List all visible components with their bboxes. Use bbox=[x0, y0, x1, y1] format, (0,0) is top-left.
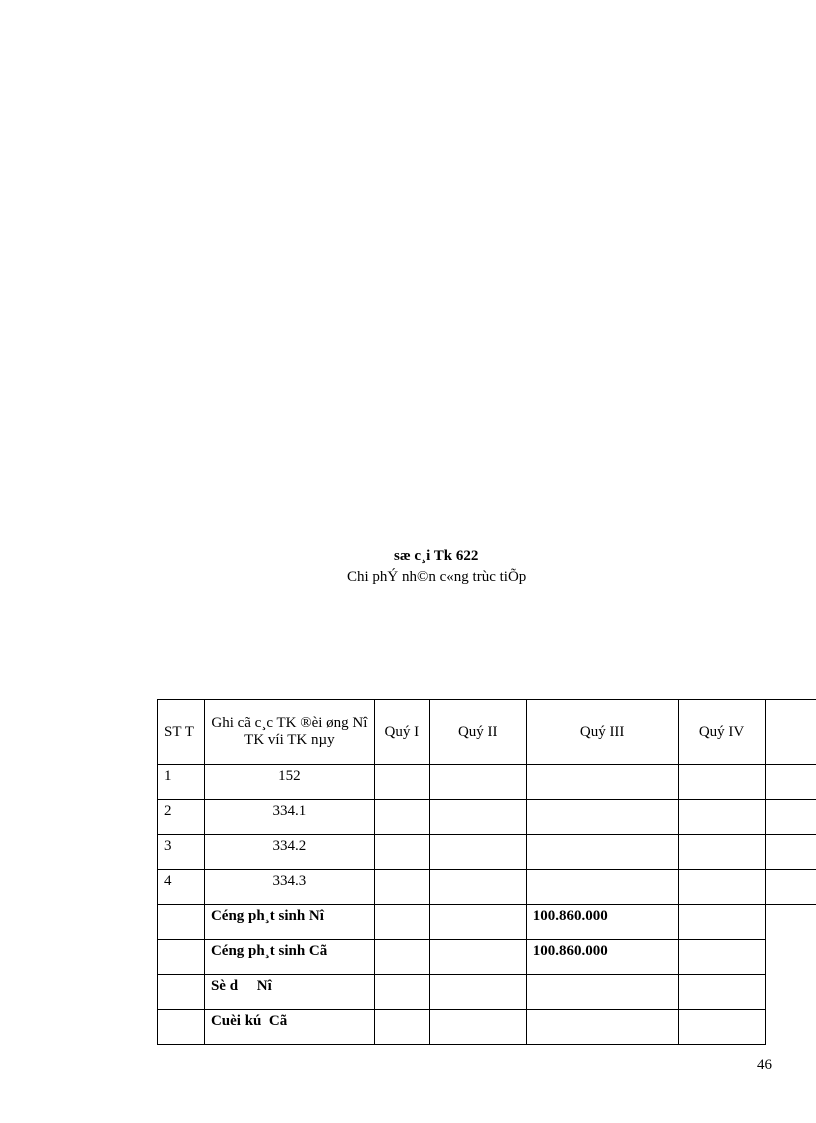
summary-q1 bbox=[374, 1010, 429, 1045]
summary-blank bbox=[765, 905, 816, 940]
row-q4 bbox=[678, 870, 765, 905]
summary-label: Sè d Nî bbox=[204, 975, 374, 1010]
row-stt: 2 bbox=[158, 800, 205, 835]
summary-label: Céng ph¸t sinh Nî bbox=[204, 905, 374, 940]
ledger-table bbox=[157, 699, 816, 1045]
summary-q4 bbox=[678, 940, 765, 975]
summary-row bbox=[158, 905, 816, 940]
summary-q3: 100.860.000 bbox=[526, 905, 678, 940]
summary-q2 bbox=[429, 1010, 526, 1045]
summary-q2 bbox=[429, 905, 526, 940]
header-extra-cell bbox=[765, 700, 816, 765]
row-stt: 4 bbox=[158, 870, 205, 905]
summary-blank bbox=[765, 1010, 816, 1045]
row-extra-cell bbox=[765, 835, 816, 870]
summary-row bbox=[158, 975, 816, 1010]
summary-q3: 100.860.000 bbox=[526, 940, 678, 975]
table-row bbox=[158, 870, 816, 905]
row-account: 334.2 bbox=[204, 835, 374, 870]
header-account: Ghi cã c¸c TK ®èi øng Nî TK víi TK nµy bbox=[204, 700, 374, 765]
summary-stt bbox=[158, 1010, 205, 1045]
row-q2 bbox=[429, 870, 526, 905]
row-q3 bbox=[526, 835, 678, 870]
row-q1 bbox=[374, 870, 429, 905]
row-q3 bbox=[526, 800, 678, 835]
header-q4: Quý IV bbox=[678, 700, 765, 765]
table-row bbox=[158, 765, 816, 800]
summary-stt bbox=[158, 905, 205, 940]
summary-q3 bbox=[526, 975, 678, 1010]
row-account: 334.3 bbox=[204, 870, 374, 905]
summary-q3 bbox=[526, 1010, 678, 1045]
summary-q4 bbox=[678, 905, 765, 940]
summary-stt bbox=[158, 975, 205, 1010]
table-row bbox=[158, 835, 816, 870]
summary-q2 bbox=[429, 975, 526, 1010]
row-stt: 3 bbox=[158, 835, 205, 870]
row-q1 bbox=[374, 765, 429, 800]
ledger-subtitle: Chi phÝ nh©n c«ng trùc tiÕp bbox=[347, 569, 527, 585]
row-q4 bbox=[678, 800, 765, 835]
row-q4 bbox=[678, 765, 765, 800]
header-stt: ST T bbox=[158, 700, 205, 765]
row-extra-cell bbox=[765, 870, 816, 905]
summary-blank bbox=[765, 975, 816, 1010]
summary-q4 bbox=[678, 1010, 765, 1045]
row-account: 334.1 bbox=[204, 800, 374, 835]
summary-q1 bbox=[374, 905, 429, 940]
summary-label: Céng ph¸t sinh Cã bbox=[204, 940, 374, 975]
row-stt: 1 bbox=[158, 765, 205, 800]
summary-row bbox=[158, 940, 816, 975]
summary-label: Cuèi kú Cã bbox=[204, 1010, 374, 1045]
row-q4 bbox=[678, 835, 765, 870]
header-q2: Quý II bbox=[429, 700, 526, 765]
summary-q1 bbox=[374, 940, 429, 975]
summary-blank bbox=[765, 940, 816, 975]
row-extra-cell bbox=[765, 800, 816, 835]
table-row bbox=[158, 800, 816, 835]
row-q3 bbox=[526, 765, 678, 800]
summary-row bbox=[158, 1010, 816, 1045]
summary-q2 bbox=[429, 940, 526, 975]
row-q1 bbox=[374, 800, 429, 835]
row-q1 bbox=[374, 835, 429, 870]
row-q2 bbox=[429, 800, 526, 835]
row-q2 bbox=[429, 765, 526, 800]
summary-q1 bbox=[374, 975, 429, 1010]
row-extra-cell bbox=[765, 765, 816, 800]
summary-stt bbox=[158, 940, 205, 975]
row-q3 bbox=[526, 870, 678, 905]
header-q1: Quý I bbox=[374, 700, 429, 765]
row-q2 bbox=[429, 835, 526, 870]
summary-q4 bbox=[678, 975, 765, 1010]
table-header-row bbox=[158, 700, 816, 765]
page-number: 46 bbox=[757, 1057, 772, 1073]
row-account: 152 bbox=[204, 765, 374, 800]
ledger-title: sæ c¸i Tk 622 bbox=[394, 548, 479, 564]
header-q3: Quý III bbox=[526, 700, 678, 765]
